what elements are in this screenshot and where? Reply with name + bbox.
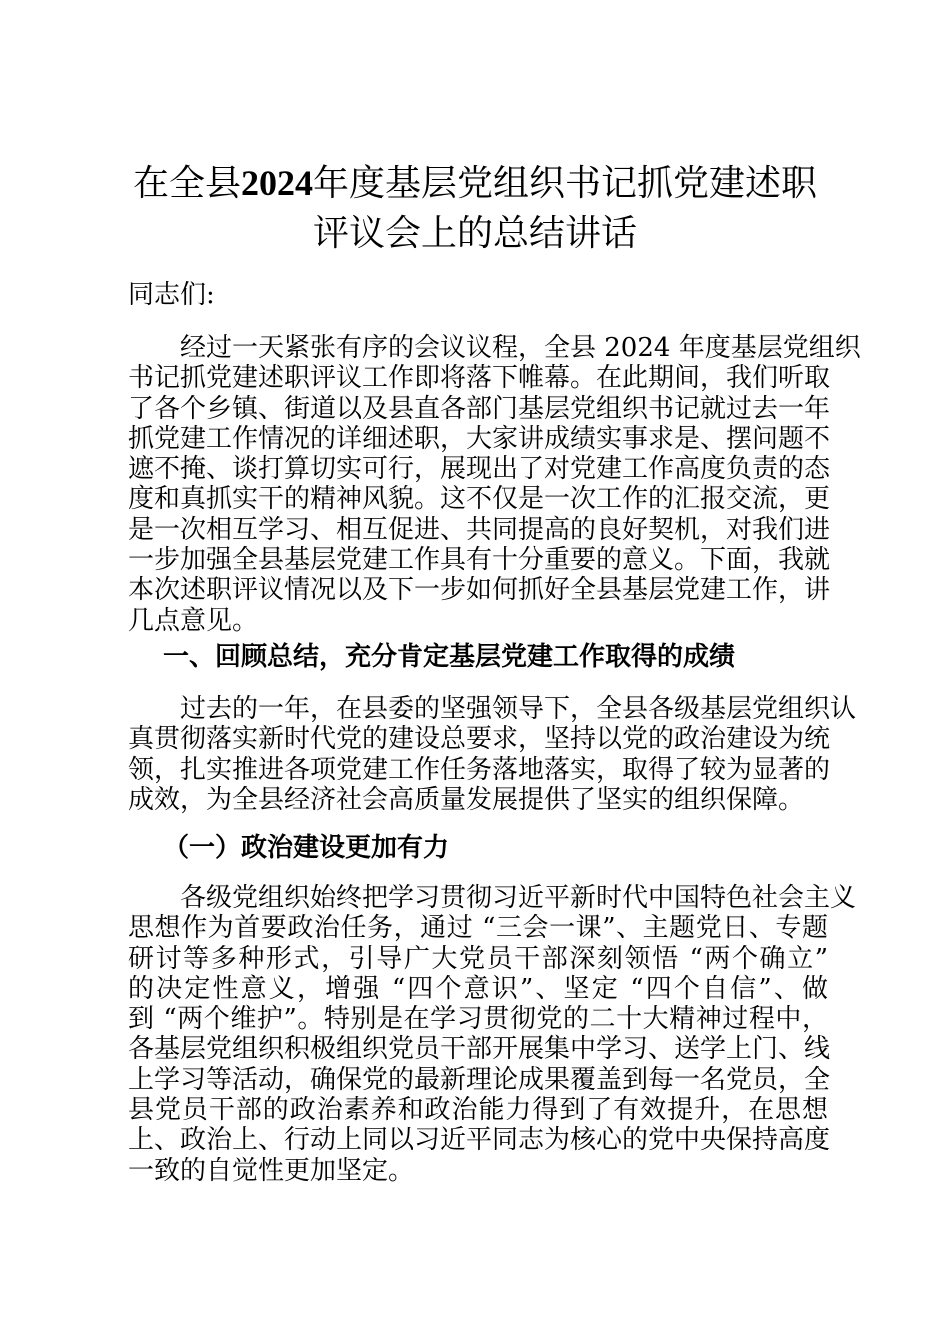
text-line: 县党员干部的政治素养和政治能力得到了有效提升，在思想	[128, 1095, 828, 1126]
text-line: 了各个乡镇、街道以及县直各部门基层党组织书记就过去一年	[128, 393, 831, 424]
text-line: 的决定性意义，增强 “四个意识”、坚定 “四个自信”、做	[128, 973, 828, 1004]
paragraph-review	[128, 694, 857, 815]
title-year: 2024	[241, 163, 313, 203]
section-heading-1: 一、回顾总结，充分肯定基层党建工作取得的成绩	[163, 642, 736, 672]
title-line-1	[120, 158, 830, 209]
paragraph-political-building	[128, 883, 857, 1186]
title-prefix: 在全县	[132, 163, 241, 204]
text-line: 度和真抓实干的精神风貌。这不仅是一次工作的汇报交流，更	[128, 484, 831, 515]
text-line: 真贯彻落实新时代党的建设总要求，坚持以党的政治建设为统	[128, 724, 831, 755]
text-line: 上学习等活动，确保党的最新理论成果覆盖到每一名党员，全	[128, 1064, 831, 1095]
text-line: 领，扎实推进各项党建工作任务落地落实，取得了较为显著的	[128, 754, 831, 785]
text-line: 书记抓党建述职评议工作即将落下帷幕。在此期间，我们听取	[128, 363, 831, 394]
text-line: 抓党建工作情况的详细述职，大家讲成绩实事求是、摆问题不	[128, 423, 831, 454]
subsection-heading-1: （一）政治建设更加有力	[163, 833, 450, 863]
title-suffix: 年度基层党组织书记抓党建述职	[313, 163, 818, 204]
text-line: 上、政治上、行动上同以习近平同志为核心的党中央保持高度	[128, 1125, 831, 1156]
text-line: 一步加强全县基层党建工作具有十分重要的意义。下面，我就	[128, 545, 831, 576]
paragraph-intro	[128, 333, 861, 636]
text-line: 到 “两个维护”。特别是在学习贯彻党的二十大精神过程中，	[128, 1004, 828, 1035]
text-line: 经过一天紧张有序的会议议程，全县 2024 年度基层党组织	[128, 333, 861, 363]
text-line: 过去的一年，在县委的坚强领导下，全县各级基层党组织认	[128, 694, 857, 724]
text-line: 遮不掩、谈打算切实可行，展现出了对党建工作高度负责的态	[128, 454, 831, 485]
document-title	[120, 158, 830, 259]
text-line: 各基层党组织积极组织党员干部开展集中学习、送学上门、线	[128, 1034, 831, 1065]
title-line-2: 评议会上的总结讲话	[312, 213, 637, 254]
text-line: 是一次相互学习、相互促进、共同提高的良好契机，对我们进	[128, 514, 831, 545]
text-line: 一致的自觉性更加坚定。	[128, 1155, 415, 1186]
salutation: 同志们:	[128, 280, 215, 310]
text-line: 几点意见。	[128, 605, 259, 636]
text-line: 成效，为全县经济社会高质量发展提供了坚实的组织保障。	[128, 784, 805, 815]
text-line: 研讨等多种形式，引导广大党员干部深刻领悟 “两个确立”	[128, 943, 828, 974]
text-line: 本次述职评议情况以及下一步如何抓好全县基层党建工作，讲	[128, 575, 831, 606]
text-line: 思想作为首要政治任务，通过 “三会一课”、主题党日、专题	[128, 913, 828, 944]
text-line: 各级党组织始终把学习贯彻习近平新时代中国特色社会主义	[128, 883, 857, 913]
